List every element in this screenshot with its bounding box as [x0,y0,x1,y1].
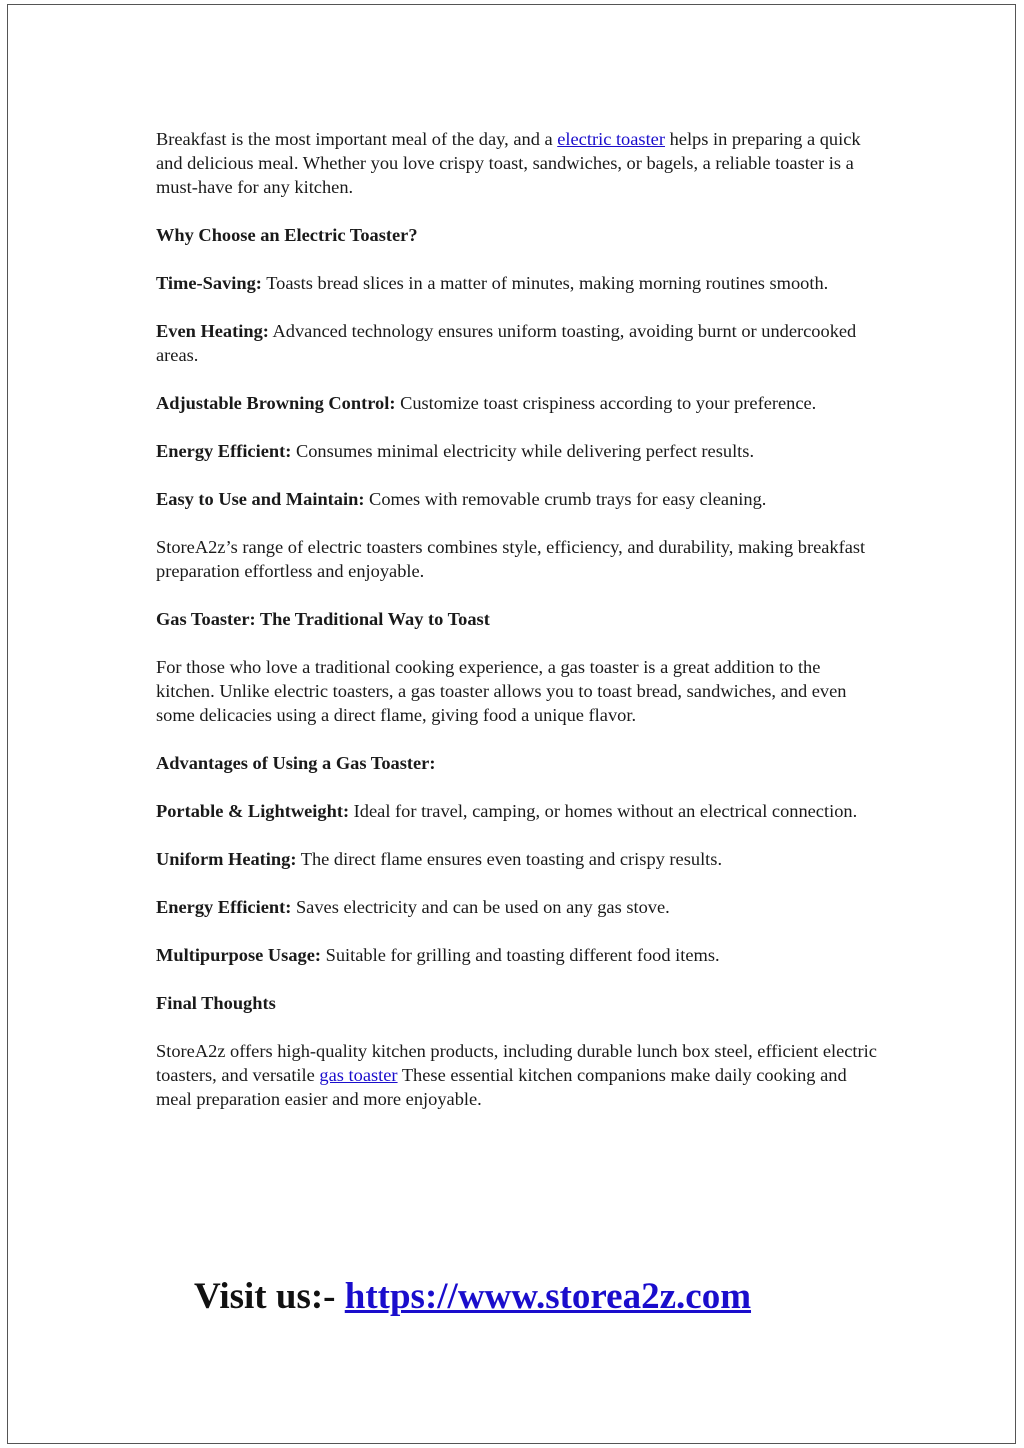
gas-point [156,847,881,871]
website-link[interactable]: https://www.storea2z.com [344,1276,752,1317]
gas-point [156,895,881,919]
electric-point [156,391,881,415]
visit-us-label: Visit us:- [194,1276,345,1317]
intro-text-before: Breakfast is the most important meal of the day, and a [156,129,558,149]
gas-intro: For those who love a traditional cooking experience, a gas toaster is a great addition to the kitchen. Unlike electric toasters, a gas toaster allows you to toast bread, sandwiches, and even some delicacies using a direct flame, giving food a unique flavor. [156,657,847,725]
gas-toaster-link[interactable]: gas toaster [319,1065,398,1085]
gas-point-title: Portable & Lightweight: [156,801,350,821]
electric-point-title: Energy Efficient: [156,441,292,461]
electric-point-text: Consumes minimal electricity while delivering perfect results. [291,441,755,461]
gas-point [156,799,881,823]
gas-point-title: Multipurpose Usage: [156,945,322,965]
electric-heading: Why Choose an Electric Toaster? [156,225,418,245]
final-text-before: StoreA2z offers high-quality kitchen products, including durable lunch box steel, efficient electric toasters, and versatile [156,1041,877,1085]
electric-point-text: Advanced technology ensures uniform toasting, avoiding burnt or undercooked areas. [156,321,857,365]
visit-us-line [194,1275,751,1319]
gas-point-text: Saves electricity and can be used on any gas stove. [291,897,670,917]
gas-point-text: The direct flame ensures even toasting and crispy results. [296,849,723,869]
gas-advantages-heading: Advantages of Using a Gas Toaster: [156,753,436,773]
electric-point [156,319,881,367]
electric-point-text: Customize toast crispiness according to your preference. [395,393,817,413]
gas-heading: Gas Toaster: The Traditional Way to Toast [156,609,490,629]
intro-paragraph [156,127,881,199]
document-page [7,4,1016,1444]
electric-point [156,487,881,511]
electric-point-title: Easy to Use and Maintain: [156,489,365,509]
electric-point [156,439,881,463]
electric-point-title: Adjustable Browning Control: [156,393,396,413]
electric-point-text: Toasts bread slices in a matter of minutes, making morning routines smooth. [261,273,829,293]
electric-point [156,271,881,295]
electric-summary: StoreA2z’s range of electric toasters combines style, efficiency, and durability, making breakfast preparation effortless and enjoyable. [156,537,866,581]
electric-point-title: Even Heating: [156,321,269,341]
electric-point-title: Time-Saving: [156,273,262,293]
gas-point-title: Energy Efficient: [156,897,292,917]
article-body [156,127,881,1135]
electric-toaster-link[interactable]: electric toaster [557,129,665,149]
gas-point-title: Uniform Heating: [156,849,297,869]
gas-point-text: Ideal for travel, camping, or homes without an electrical connection. [349,801,858,821]
intro-text-after: helps in preparing a quick and delicious meal. Whether you love crispy toast, sandwiches, or bagels, a reliable toaster is a must-have for any kitchen. [156,129,861,197]
gas-point-text: Suitable for grilling and toasting different food items. [321,945,720,965]
gas-point [156,943,881,967]
final-text-after: These essential kitchen companions make daily cooking and meal preparation easier and more enjoyable. [156,1065,847,1109]
electric-point-text: Comes with removable crumb trays for easy cleaning. [364,489,767,509]
final-paragraph [156,1039,881,1111]
final-heading: Final Thoughts [156,993,276,1013]
